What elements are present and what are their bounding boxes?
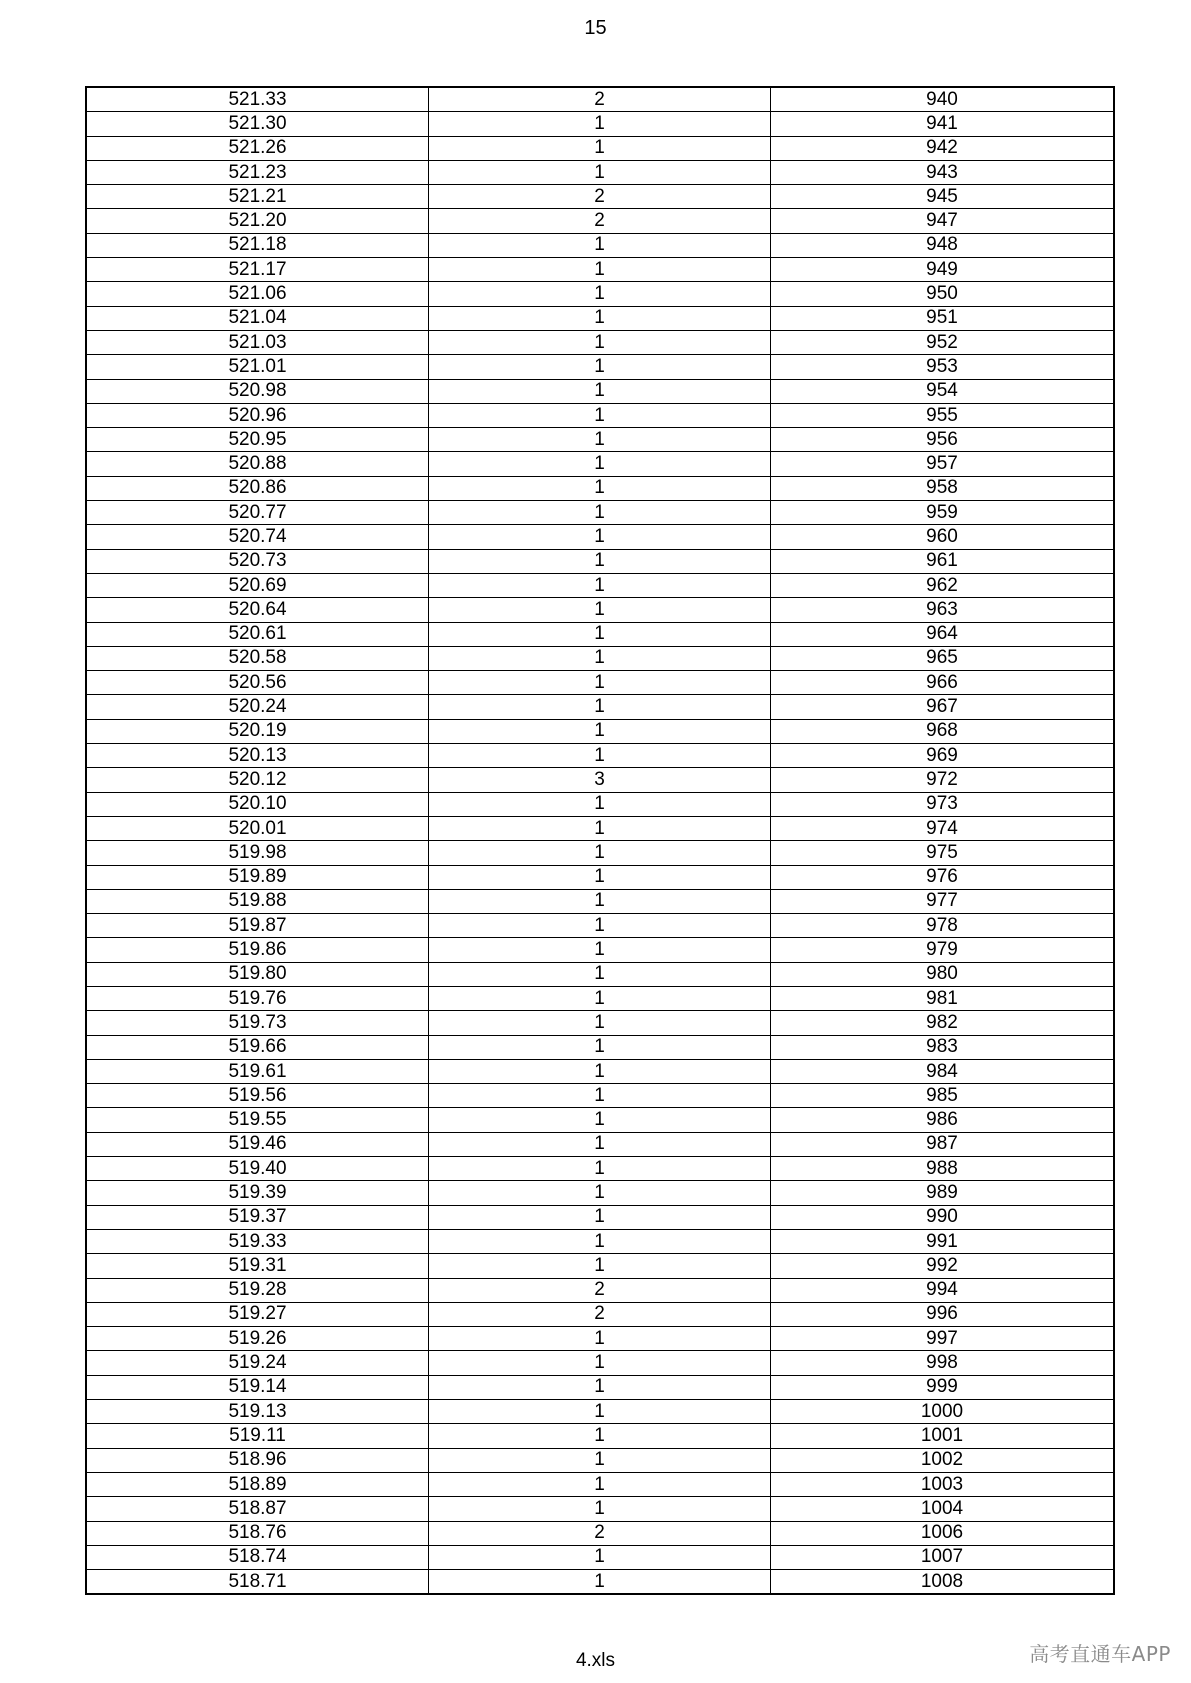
score-cell: 520.56 — [86, 671, 429, 695]
score-cell: 519.24 — [86, 1351, 429, 1375]
table-row — [86, 1472, 1114, 1496]
score-cell: 521.30 — [86, 112, 429, 136]
count-cell: 1 — [429, 136, 771, 160]
table-row — [86, 525, 1114, 549]
rank-cell: 992 — [771, 1254, 1115, 1278]
count-cell: 1 — [429, 1132, 771, 1156]
score-cell: 519.98 — [86, 841, 429, 865]
count-cell: 1 — [429, 1254, 771, 1278]
table-row — [86, 501, 1114, 525]
rank-cell: 980 — [771, 962, 1115, 986]
table-row — [86, 1400, 1114, 1424]
count-cell: 1 — [429, 403, 771, 427]
rank-cell: 1007 — [771, 1545, 1115, 1569]
rank-cell: 956 — [771, 428, 1115, 452]
rank-cell: 942 — [771, 136, 1115, 160]
count-cell: 2 — [429, 1278, 771, 1302]
score-cell: 519.73 — [86, 1011, 429, 1035]
rank-cell: 943 — [771, 160, 1115, 184]
rank-cell: 983 — [771, 1035, 1115, 1059]
rank-cell: 945 — [771, 185, 1115, 209]
table-row — [86, 1181, 1114, 1205]
score-cell: 519.61 — [86, 1059, 429, 1083]
count-cell: 1 — [429, 452, 771, 476]
count-cell: 1 — [429, 355, 771, 379]
count-cell: 1 — [429, 525, 771, 549]
count-cell: 1 — [429, 1497, 771, 1521]
table-row — [86, 598, 1114, 622]
score-cell: 520.13 — [86, 744, 429, 768]
rank-cell: 972 — [771, 768, 1115, 792]
score-table-container — [85, 86, 1109, 1595]
table-row — [86, 1229, 1114, 1253]
rank-cell: 949 — [771, 258, 1115, 282]
rank-cell: 996 — [771, 1302, 1115, 1326]
table-row — [86, 1084, 1114, 1108]
score-table — [85, 86, 1115, 1595]
score-cell: 519.76 — [86, 986, 429, 1010]
count-cell: 1 — [429, 501, 771, 525]
table-row — [86, 1327, 1114, 1351]
score-cell: 518.87 — [86, 1497, 429, 1521]
rank-cell: 968 — [771, 719, 1115, 743]
score-cell: 520.01 — [86, 816, 429, 840]
count-cell: 1 — [429, 1229, 771, 1253]
table-row — [86, 938, 1114, 962]
table-row — [86, 355, 1114, 379]
score-cell: 519.80 — [86, 962, 429, 986]
table-row — [86, 986, 1114, 1010]
table-row — [86, 1108, 1114, 1132]
table-row — [86, 549, 1114, 573]
count-cell: 3 — [429, 768, 771, 792]
score-cell: 519.40 — [86, 1157, 429, 1181]
rank-cell: 967 — [771, 695, 1115, 719]
score-cell: 519.33 — [86, 1229, 429, 1253]
count-cell: 1 — [429, 1375, 771, 1399]
rank-cell: 958 — [771, 476, 1115, 500]
rank-cell: 1002 — [771, 1448, 1115, 1472]
count-cell: 1 — [429, 1157, 771, 1181]
count-cell: 2 — [429, 1521, 771, 1545]
score-cell: 521.23 — [86, 160, 429, 184]
rank-cell: 960 — [771, 525, 1115, 549]
count-cell: 1 — [429, 598, 771, 622]
count-cell: 1 — [429, 889, 771, 913]
table-row — [86, 816, 1114, 840]
rank-cell: 969 — [771, 744, 1115, 768]
score-cell: 520.61 — [86, 622, 429, 646]
score-cell: 519.87 — [86, 914, 429, 938]
score-cell: 521.03 — [86, 330, 429, 354]
count-cell: 1 — [429, 379, 771, 403]
table-row — [86, 622, 1114, 646]
count-cell: 1 — [429, 1448, 771, 1472]
count-cell: 1 — [429, 1108, 771, 1132]
count-cell: 1 — [429, 112, 771, 136]
score-cell: 521.21 — [86, 185, 429, 209]
count-cell: 1 — [429, 865, 771, 889]
rank-cell: 986 — [771, 1108, 1115, 1132]
count-cell: 1 — [429, 938, 771, 962]
footer-file-name: 4.xls — [575, 1650, 616, 1671]
count-cell: 1 — [429, 914, 771, 938]
table-row — [86, 768, 1114, 792]
rank-cell: 953 — [771, 355, 1115, 379]
score-cell: 520.19 — [86, 719, 429, 743]
rank-cell: 954 — [771, 379, 1115, 403]
score-cell: 521.20 — [86, 209, 429, 233]
count-cell: 1 — [429, 792, 771, 816]
table-row — [86, 1375, 1114, 1399]
table-row — [86, 160, 1114, 184]
rank-cell: 957 — [771, 452, 1115, 476]
table-row — [86, 233, 1114, 257]
score-cell: 519.55 — [86, 1108, 429, 1132]
table-row — [86, 87, 1114, 112]
rank-cell: 1006 — [771, 1521, 1115, 1545]
watermark: 高考直通车APP — [1029, 1642, 1171, 1666]
table-row — [86, 185, 1114, 209]
table-row — [86, 744, 1114, 768]
table-row — [86, 1205, 1114, 1229]
rank-cell: 991 — [771, 1229, 1115, 1253]
table-row — [86, 282, 1114, 306]
count-cell: 1 — [429, 671, 771, 695]
count-cell: 1 — [429, 476, 771, 500]
table-row — [86, 258, 1114, 282]
score-cell: 520.69 — [86, 573, 429, 597]
rank-cell: 966 — [771, 671, 1115, 695]
count-cell: 1 — [429, 1181, 771, 1205]
table-row — [86, 1278, 1114, 1302]
count-cell: 1 — [429, 986, 771, 1010]
table-row — [86, 330, 1114, 354]
score-cell: 519.56 — [86, 1084, 429, 1108]
count-cell: 1 — [429, 1205, 771, 1229]
count-cell: 1 — [429, 1035, 771, 1059]
count-cell: 1 — [429, 622, 771, 646]
rank-cell: 985 — [771, 1084, 1115, 1108]
rank-cell: 955 — [771, 403, 1115, 427]
score-cell: 518.71 — [86, 1570, 429, 1595]
score-cell: 519.11 — [86, 1424, 429, 1448]
rank-cell: 976 — [771, 865, 1115, 889]
score-cell: 519.37 — [86, 1205, 429, 1229]
count-cell: 1 — [429, 646, 771, 670]
count-cell: 1 — [429, 1059, 771, 1083]
rank-cell: 979 — [771, 938, 1115, 962]
rank-cell: 988 — [771, 1157, 1115, 1181]
table-row — [86, 914, 1114, 938]
count-cell: 1 — [429, 1472, 771, 1496]
score-cell: 519.88 — [86, 889, 429, 913]
table-row — [86, 889, 1114, 913]
count-cell: 1 — [429, 695, 771, 719]
rank-cell: 940 — [771, 87, 1115, 112]
table-row — [86, 1035, 1114, 1059]
score-cell: 519.13 — [86, 1400, 429, 1424]
rank-cell: 1003 — [771, 1472, 1115, 1496]
rank-cell: 1008 — [771, 1570, 1115, 1595]
table-row — [86, 1132, 1114, 1156]
table-row — [86, 1254, 1114, 1278]
score-cell: 519.27 — [86, 1302, 429, 1326]
score-cell: 520.77 — [86, 501, 429, 525]
count-cell: 1 — [429, 1424, 771, 1448]
table-row — [86, 865, 1114, 889]
table-row — [86, 1424, 1114, 1448]
score-cell: 521.26 — [86, 136, 429, 160]
table-row — [86, 136, 1114, 160]
rank-cell: 1001 — [771, 1424, 1115, 1448]
score-cell: 520.88 — [86, 452, 429, 476]
rank-cell: 959 — [771, 501, 1115, 525]
score-cell: 521.18 — [86, 233, 429, 257]
count-cell: 2 — [429, 185, 771, 209]
score-cell: 520.95 — [86, 428, 429, 452]
table-row — [86, 962, 1114, 986]
rank-cell: 950 — [771, 282, 1115, 306]
table-row — [86, 719, 1114, 743]
count-cell: 2 — [429, 209, 771, 233]
rank-cell: 941 — [771, 112, 1115, 136]
rank-cell: 987 — [771, 1132, 1115, 1156]
count-cell: 1 — [429, 306, 771, 330]
rank-cell: 962 — [771, 573, 1115, 597]
table-row — [86, 452, 1114, 476]
rank-cell: 998 — [771, 1351, 1115, 1375]
score-cell: 518.76 — [86, 1521, 429, 1545]
table-row — [86, 1351, 1114, 1375]
count-cell: 1 — [429, 1570, 771, 1595]
score-cell: 521.06 — [86, 282, 429, 306]
score-cell: 519.14 — [86, 1375, 429, 1399]
table-row — [86, 1497, 1114, 1521]
table-row — [86, 1448, 1114, 1472]
count-cell: 1 — [429, 1400, 771, 1424]
page-number: 15 — [584, 17, 607, 39]
count-cell: 1 — [429, 719, 771, 743]
score-cell: 518.89 — [86, 1472, 429, 1496]
score-cell: 520.58 — [86, 646, 429, 670]
table-row — [86, 1059, 1114, 1083]
score-cell: 519.26 — [86, 1327, 429, 1351]
score-cell: 519.66 — [86, 1035, 429, 1059]
score-cell: 519.28 — [86, 1278, 429, 1302]
score-cell: 520.64 — [86, 598, 429, 622]
score-cell: 520.24 — [86, 695, 429, 719]
count-cell: 1 — [429, 282, 771, 306]
score-table-body — [86, 87, 1114, 1594]
table-row — [86, 1302, 1114, 1326]
score-cell: 519.39 — [86, 1181, 429, 1205]
table-row — [86, 671, 1114, 695]
table-row — [86, 573, 1114, 597]
count-cell: 1 — [429, 1545, 771, 1569]
score-cell: 521.01 — [86, 355, 429, 379]
table-row — [86, 792, 1114, 816]
table-row — [86, 841, 1114, 865]
score-cell: 520.86 — [86, 476, 429, 500]
count-cell: 1 — [429, 549, 771, 573]
count-cell: 1 — [429, 1011, 771, 1035]
rank-cell: 973 — [771, 792, 1115, 816]
table-row — [86, 476, 1114, 500]
count-cell: 1 — [429, 962, 771, 986]
rank-cell: 1004 — [771, 1497, 1115, 1521]
table-row — [86, 695, 1114, 719]
rank-cell: 978 — [771, 914, 1115, 938]
score-cell: 520.96 — [86, 403, 429, 427]
count-cell: 1 — [429, 1351, 771, 1375]
score-cell: 520.10 — [86, 792, 429, 816]
table-row — [86, 1545, 1114, 1569]
table-row — [86, 428, 1114, 452]
rank-cell: 952 — [771, 330, 1115, 354]
score-cell: 521.04 — [86, 306, 429, 330]
rank-cell: 997 — [771, 1327, 1115, 1351]
rank-cell: 999 — [771, 1375, 1115, 1399]
count-cell: 2 — [429, 1302, 771, 1326]
count-cell: 1 — [429, 258, 771, 282]
rank-cell: 951 — [771, 306, 1115, 330]
score-cell: 520.73 — [86, 549, 429, 573]
count-cell: 1 — [429, 744, 771, 768]
table-row — [86, 112, 1114, 136]
count-cell: 2 — [429, 87, 771, 112]
table-row — [86, 379, 1114, 403]
count-cell: 1 — [429, 1327, 771, 1351]
rank-cell: 977 — [771, 889, 1115, 913]
score-cell: 521.33 — [86, 87, 429, 112]
table-row — [86, 646, 1114, 670]
rank-cell: 961 — [771, 549, 1115, 573]
rank-cell: 1000 — [771, 1400, 1115, 1424]
score-cell: 518.96 — [86, 1448, 429, 1472]
count-cell: 1 — [429, 1084, 771, 1108]
rank-cell: 981 — [771, 986, 1115, 1010]
score-cell: 520.12 — [86, 768, 429, 792]
rank-cell: 994 — [771, 1278, 1115, 1302]
rank-cell: 989 — [771, 1181, 1115, 1205]
score-cell: 520.74 — [86, 525, 429, 549]
score-cell: 520.98 — [86, 379, 429, 403]
count-cell: 1 — [429, 160, 771, 184]
score-cell: 519.46 — [86, 1132, 429, 1156]
table-row — [86, 1157, 1114, 1181]
table-row — [86, 306, 1114, 330]
score-cell: 518.74 — [86, 1545, 429, 1569]
count-cell: 1 — [429, 841, 771, 865]
count-cell: 1 — [429, 330, 771, 354]
score-cell: 519.31 — [86, 1254, 429, 1278]
count-cell: 1 — [429, 573, 771, 597]
table-row — [86, 403, 1114, 427]
rank-cell: 947 — [771, 209, 1115, 233]
score-cell: 519.86 — [86, 938, 429, 962]
count-cell: 1 — [429, 233, 771, 257]
rank-cell: 974 — [771, 816, 1115, 840]
count-cell: 1 — [429, 816, 771, 840]
rank-cell: 984 — [771, 1059, 1115, 1083]
table-row — [86, 1011, 1114, 1035]
rank-cell: 948 — [771, 233, 1115, 257]
rank-cell: 964 — [771, 622, 1115, 646]
table-row — [86, 209, 1114, 233]
table-row — [86, 1570, 1114, 1595]
rank-cell: 982 — [771, 1011, 1115, 1035]
rank-cell: 975 — [771, 841, 1115, 865]
rank-cell: 990 — [771, 1205, 1115, 1229]
rank-cell: 963 — [771, 598, 1115, 622]
count-cell: 1 — [429, 428, 771, 452]
score-cell: 519.89 — [86, 865, 429, 889]
score-cell: 521.17 — [86, 258, 429, 282]
table-row — [86, 1521, 1114, 1545]
rank-cell: 965 — [771, 646, 1115, 670]
